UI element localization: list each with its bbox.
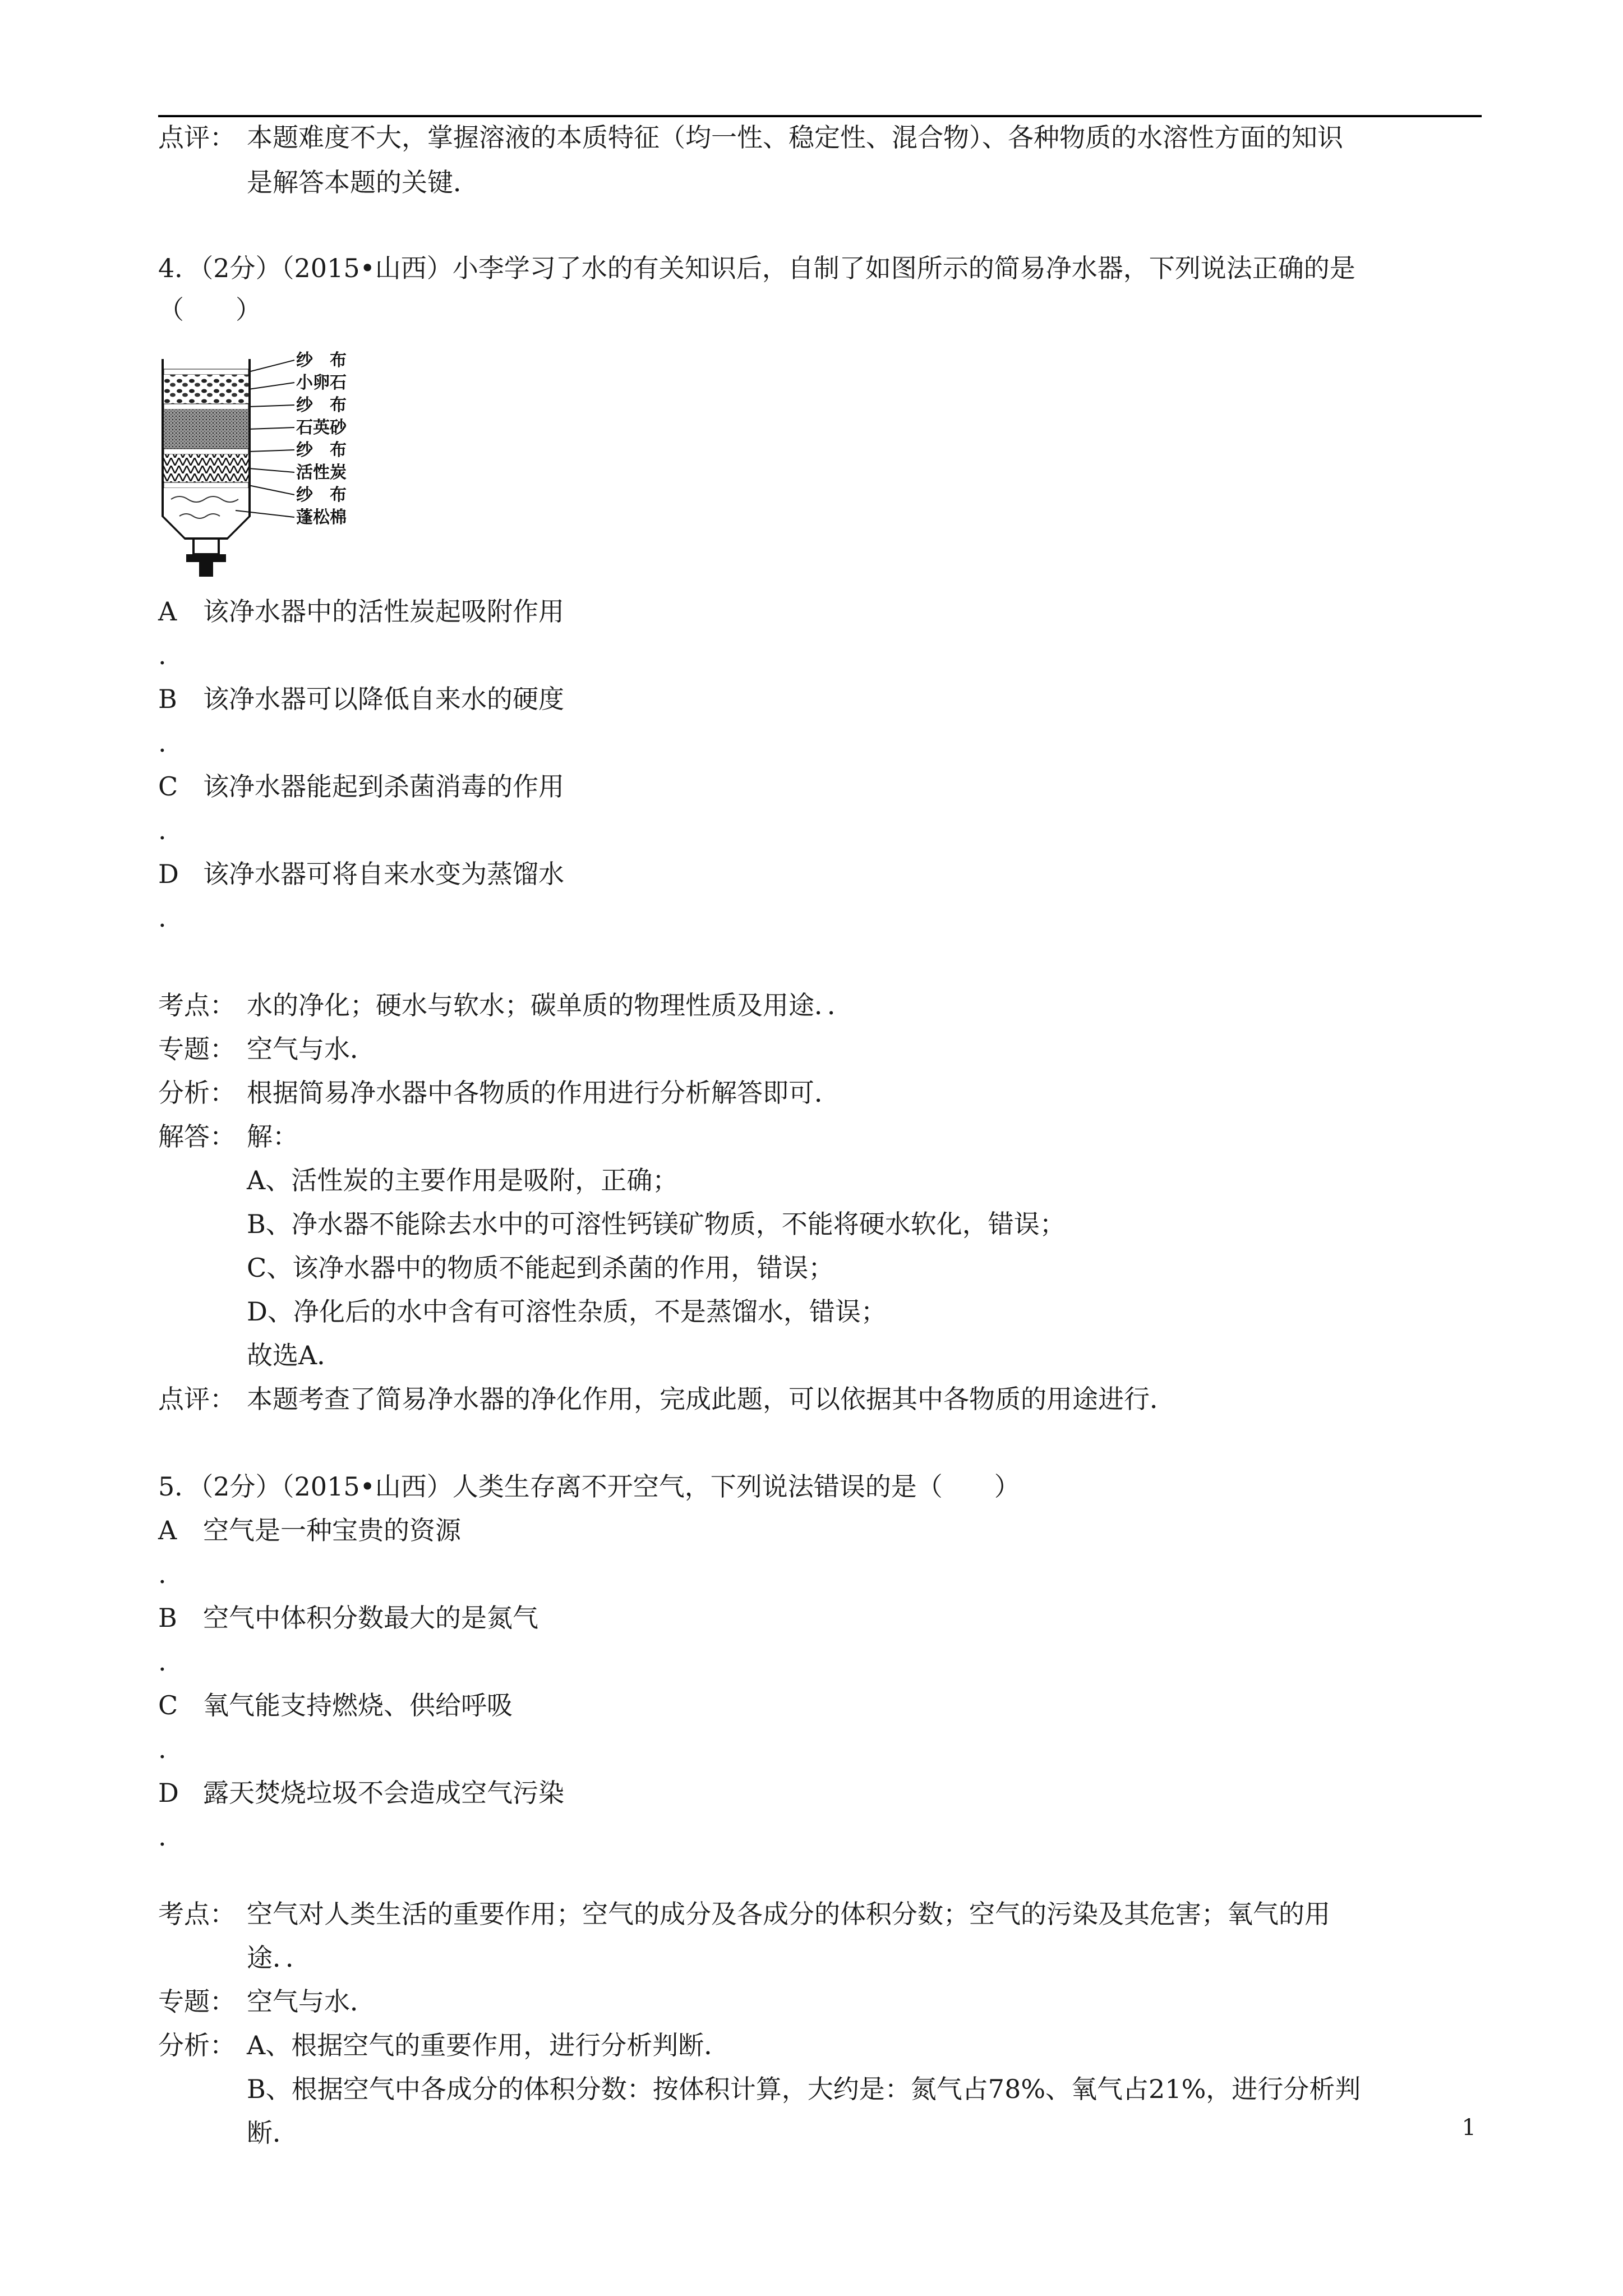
page-number: 1 xyxy=(1461,2115,1476,2141)
figure-label-1: 纱 布 xyxy=(296,351,347,370)
q4-option-b-dot: . xyxy=(158,728,167,758)
q5-kaodian-line1: 空气对人类生活的重要作用；空气的成分及各成分的体积分数；空气的污染及其危害；氧气的用 xyxy=(247,1899,1330,1929)
top-comment-line1: 本题难度不大，掌握溶液的本质特征（均一性、稳定性、混合物）、各种物质的水溶性方面的知识 xyxy=(247,122,1343,153)
q5-option-d-letter: D xyxy=(158,1778,179,1808)
q4-option-c-dot: . xyxy=(158,815,167,845)
q4-fenxi: 根据简易净水器中各物质的作用进行分析解答即可． xyxy=(247,1078,840,1108)
figure-label-7: 纱 布 xyxy=(296,485,347,505)
q4-zhuanti-label: 专题： xyxy=(158,1034,236,1064)
top-comment-label: 点评： xyxy=(158,122,236,153)
figure-label-6: 活性炭 xyxy=(296,463,347,482)
q4-option-c-text: 该净水器能起到杀菌消毒的作用 xyxy=(203,771,564,802)
water-filter-figure xyxy=(151,348,365,578)
q4-option-b-text: 该净水器可以降低自来水的硬度 xyxy=(203,684,564,714)
q5-fenxi-line-3: 断． xyxy=(247,2118,298,2148)
q4-jieda-line-6: 故选A． xyxy=(247,1340,343,1370)
q4-jieda-line-1: 解： xyxy=(247,1121,298,1152)
q5-option-a-text: 空气是一种宝贵的资源 xyxy=(203,1515,461,1545)
q4-dianping-label: 点评： xyxy=(158,1384,236,1414)
q5-fenxi-label: 分析： xyxy=(158,2030,236,2060)
figure-label-3: 纱 布 xyxy=(296,395,347,415)
q4-stem-line1: 4．（2分）（2015•山西）小李学习了水的有关知识后，自制了如图所示的简易净水器，下列说法正确的是 xyxy=(158,253,1355,283)
q4-jieda-line-4: C、该净水器中的物质不能起到杀菌的作用，错误； xyxy=(247,1253,834,1283)
q4-option-a-text: 该净水器中的活性炭起吸附作用 xyxy=(203,596,564,627)
figure-label-2: 小卵石 xyxy=(296,373,347,393)
q4-stem-line2: （ ） xyxy=(158,295,261,325)
q5-option-d-text: 露天焚烧垃圾不会造成空气污染 xyxy=(203,1778,564,1808)
q5-fenxi-line-1: A、根据空气的重要作用，进行分析判断． xyxy=(247,2030,730,2060)
q5-stem: 5．（2分）（2015•山西）人类生存离不开空气，下列说法错误的是（ ） xyxy=(158,1471,1020,1502)
q4-option-d-dot: . xyxy=(158,903,167,933)
q4-option-b-letter: B xyxy=(158,684,177,714)
q5-zhuanti: 空气与水． xyxy=(247,1986,376,2017)
q5-option-a-dot: . xyxy=(158,1559,167,1589)
q5-zhuanti-label: 专题： xyxy=(158,1986,236,2017)
q5-option-b-text: 空气中体积分数最大的是氮气 xyxy=(203,1603,538,1633)
q4-jieda-line-5: D、净化后的水中含有可溶性杂质，不是蒸馏水，错误； xyxy=(247,1296,887,1327)
q4-kaodian: 水的净化；硬水与软水；碳单质的物理性质及用途．． xyxy=(247,990,853,1020)
figure-label-8: 蓬松棉 xyxy=(296,508,347,527)
q4-kaodian-label: 考点： xyxy=(158,990,236,1020)
q4-dianping: 本题考查了简易净水器的净化作用，完成此题，可以依据其中各物质的用途进行． xyxy=(247,1384,1175,1414)
q5-option-c-dot: . xyxy=(158,1734,167,1764)
q4-option-d-text: 该净水器可将自来水变为蒸馏水 xyxy=(203,859,564,889)
figure-label-5: 纱 布 xyxy=(296,440,347,460)
q5-option-c-text: 氧气能支持燃烧、供给呼吸 xyxy=(203,1690,513,1720)
q5-option-a-letter: A xyxy=(158,1515,177,1545)
top-comment-line2: 是解答本题的关键． xyxy=(247,167,479,197)
q4-option-d-letter: D xyxy=(158,859,179,889)
figure-label-4: 石英砂 xyxy=(296,418,347,438)
q5-option-b-dot: . xyxy=(158,1646,167,1677)
header-rule xyxy=(158,115,1482,117)
q4-jieda-line-3: B、净水器不能除去水中的可溶性钙镁矿物质，不能将硬水软化，错误； xyxy=(247,1209,1066,1239)
q4-option-a-dot: . xyxy=(158,640,167,670)
q5-option-c-letter: C xyxy=(158,1690,178,1720)
q4-option-a-letter: A xyxy=(158,596,177,627)
q4-jieda-label: 解答： xyxy=(158,1121,236,1152)
q5-fenxi-line-2: B、根据空气中各成分的体积分数：按体积计算，大约是：氮气占78%、氧气占21%，进行分析判 xyxy=(247,2074,1361,2104)
q5-option-d-dot: . xyxy=(158,1821,167,1852)
q4-jieda-line-2: A、活性炭的主要作用是吸附，正确； xyxy=(247,1165,679,1195)
q5-option-b-letter: B xyxy=(158,1603,177,1633)
q5-kaodian-line2: 途．． xyxy=(247,1943,311,1973)
q5-kaodian-label: 考点： xyxy=(158,1899,236,1929)
q4-option-c-letter: C xyxy=(158,771,178,802)
q4-zhuanti: 空气与水． xyxy=(247,1034,376,1064)
q4-fenxi-label: 分析： xyxy=(158,1078,236,1108)
